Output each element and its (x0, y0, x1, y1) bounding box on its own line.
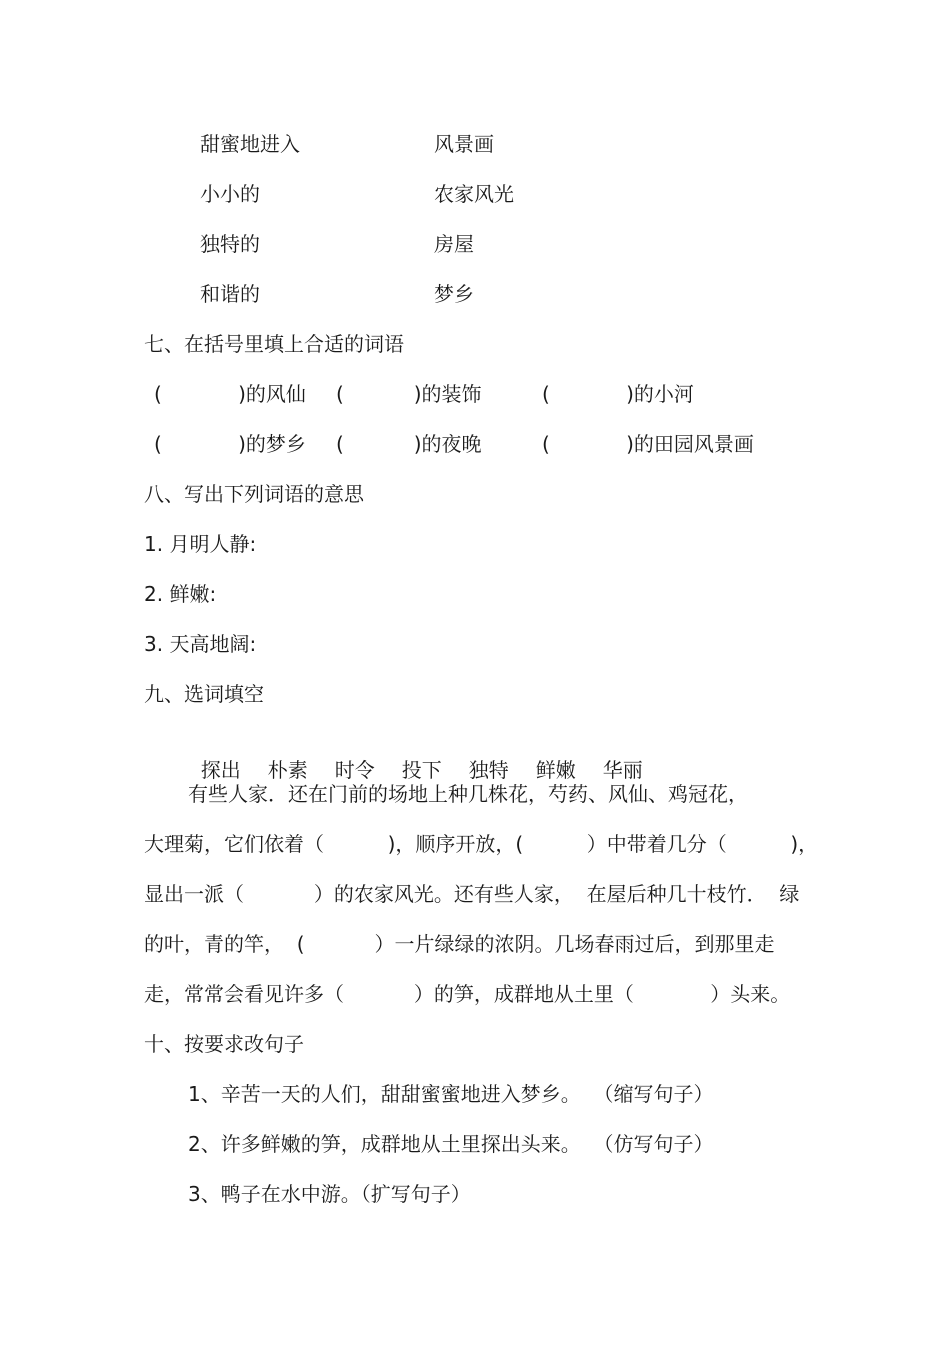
match-right-item: 房屋 (434, 232, 474, 256)
match-right-item: 梦乡 (434, 282, 474, 306)
meaning-item: 2. 鲜嫩: (144, 582, 217, 606)
word-bank-item: 独特 (468, 758, 509, 782)
fill-blank-item: ( )的田园风景画 (542, 432, 754, 456)
match-right-item: 风景画 (434, 132, 494, 156)
word-bank-item: 鲜嫩 (535, 758, 576, 782)
rewrite-item: 2、许多鲜嫩的笋，成群地从土里探出头来。 （仿写句子） (188, 1132, 714, 1156)
match-right-item: 农家风光 (434, 182, 514, 206)
passage-line: 大理菊，它们依着（ )，顺序开放，( ）中带着几分（ )， (144, 832, 819, 856)
passage-line: 走，常常会看见许多（ ）的笋，成群地从土里（ ）头来。 (144, 982, 791, 1006)
match-left-item: 甜蜜地进入 (200, 132, 300, 156)
fill-blank-item: ( )的夜晚 (336, 432, 482, 456)
section-9-heading: 九、选词填空 (144, 682, 264, 706)
fill-blank-item: ( )的风仙 (154, 382, 306, 406)
section-10-heading: 十、按要求改句子 (144, 1032, 304, 1056)
word-bank-item: 探出 (200, 758, 241, 782)
section-8-heading: 八、写出下列词语的意思 (144, 482, 364, 506)
rewrite-item: 1、辛苦一天的人们，甜甜蜜蜜地进入梦乡。 （缩写句子） (188, 1082, 714, 1106)
passage-line: 有些人家．还在门前的场地上种几株花，芍药、风仙、鸡冠花， (188, 782, 748, 806)
match-left-item: 和谐的 (200, 282, 260, 306)
word-bank-item: 华丽 (602, 758, 643, 782)
meaning-item: 1. 月明人静: (144, 532, 257, 556)
fill-blank-item: ( )的小河 (542, 382, 694, 406)
passage-line: 的叶，青的竿， ( ）一片绿绿的浓阴。几场春雨过后，到那里走 (144, 932, 775, 956)
meaning-item: 3. 天高地阔: (144, 632, 257, 656)
section-7-heading: 七、在括号里填上合适的词语 (144, 332, 404, 356)
match-left-item: 小小的 (200, 182, 260, 206)
word-bank-item: 时令 (334, 758, 375, 782)
word-bank-item: 朴素 (267, 758, 308, 782)
word-bank (188, 731, 643, 783)
passage-line: 显出一派（ ）的农家风光。还有些人家， 在屋后种几十枝竹． 绿 (144, 882, 800, 906)
rewrite-item: 3、鸭子在水中游。（扩写句子） (188, 1182, 471, 1206)
word-bank-item: 投下 (401, 758, 442, 782)
match-left-item: 独特的 (200, 232, 260, 256)
fill-blank-item: ( )的梦乡 (154, 432, 306, 456)
fill-blank-item: ( )的装饰 (336, 382, 482, 406)
